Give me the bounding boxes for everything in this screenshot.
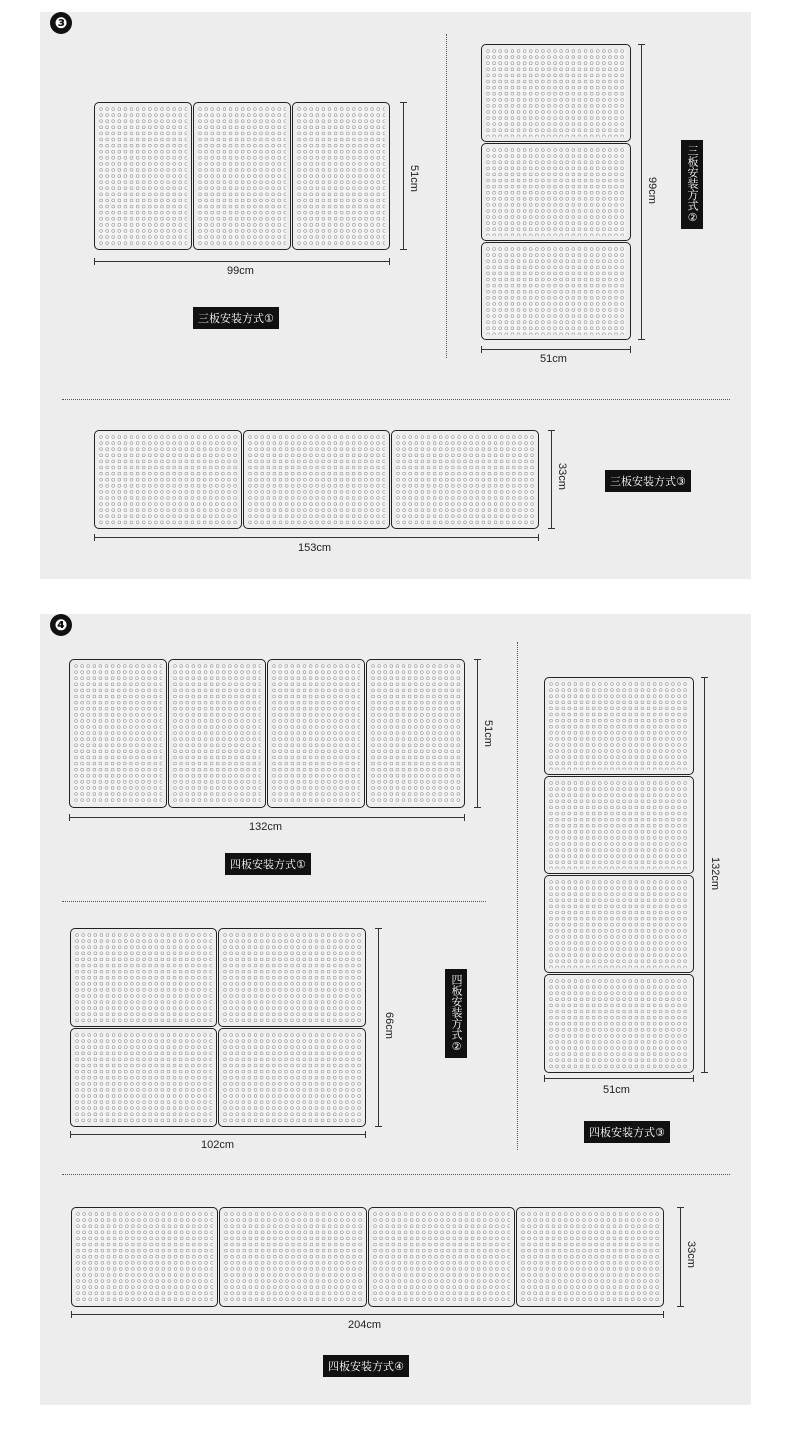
width-dimension-label: 51cm	[603, 1084, 630, 1096]
divider	[62, 1174, 730, 1175]
pegboard-panel	[481, 44, 631, 142]
pegboard-panel	[544, 974, 694, 1073]
pegboard-panel	[218, 1028, 366, 1127]
pegboard-panel	[516, 1207, 664, 1307]
divider	[62, 901, 486, 902]
layout-label: 四板安装方式②	[445, 969, 467, 1058]
pegboard-panel	[71, 1207, 218, 1307]
width-dimension-label: 102cm	[201, 1139, 235, 1151]
pegboard-panel	[94, 102, 192, 250]
section-number-badge: ❹	[50, 614, 72, 636]
section-number-badge: ❸	[50, 12, 72, 34]
pegboard-panel	[70, 1028, 217, 1127]
pegboard-panel	[168, 659, 266, 808]
height-dimension-line	[641, 44, 642, 340]
section-four-panel	[40, 614, 751, 1405]
width-dimension-line	[69, 817, 465, 818]
pegboard-panel	[481, 242, 631, 340]
pegboard-panel	[243, 430, 390, 529]
pegboard-panel	[219, 1207, 367, 1307]
width-dimension-line	[71, 1314, 664, 1315]
divider	[446, 34, 447, 358]
height-dimension-label: 66cm	[383, 1012, 395, 1039]
height-dimension-line	[477, 659, 478, 808]
section-three-panel	[40, 12, 751, 579]
layout-label: 四板安装方式③	[584, 1121, 670, 1143]
layout-label: 四板安装方式①	[225, 853, 311, 875]
width-dimension-line	[544, 1078, 694, 1079]
width-dimension-label: 51cm	[540, 353, 567, 365]
height-dimension-label: 51cm	[408, 165, 420, 192]
width-dimension-label: 99cm	[227, 265, 254, 277]
pegboard-panel	[94, 430, 242, 529]
height-dimension-line	[378, 928, 379, 1127]
width-dimension-line	[94, 537, 539, 538]
pegboard-panel	[544, 875, 694, 973]
width-dimension-label: 132cm	[249, 821, 283, 833]
height-dimension-line	[680, 1207, 681, 1307]
height-dimension-label: 99cm	[646, 177, 658, 204]
layout-label: 四板安装方式④	[323, 1355, 409, 1377]
height-dimension-label: 33cm	[685, 1241, 697, 1268]
layout-label: 三板安装方式①	[193, 307, 279, 329]
height-dimension-line	[551, 430, 552, 529]
pegboard-panel	[69, 659, 167, 808]
pegboard-panel	[481, 143, 631, 241]
pegboard-panel	[544, 776, 694, 874]
pegboard-panel	[391, 430, 539, 529]
pegboard-panel	[366, 659, 465, 808]
layout-label: 三板安装方式③	[605, 470, 691, 492]
width-dimension-line	[481, 349, 631, 350]
pegboard-panel	[544, 677, 694, 775]
divider	[517, 642, 518, 1150]
pegboard-panel	[267, 659, 365, 808]
pegboard-panel	[368, 1207, 515, 1307]
pegboard-panel	[193, 102, 291, 250]
height-dimension-label: 33cm	[556, 463, 568, 490]
divider	[62, 399, 730, 400]
pegboard-panel	[218, 928, 366, 1027]
pegboard-panel	[292, 102, 390, 250]
height-dimension-line	[403, 102, 404, 250]
pegboard-panel	[70, 928, 217, 1027]
layout-label: 三板安装方式②	[681, 140, 703, 229]
width-dimension-line	[70, 1134, 366, 1135]
height-dimension-label: 132cm	[709, 857, 721, 891]
height-dimension-line	[704, 677, 705, 1073]
height-dimension-label: 51cm	[482, 720, 494, 747]
width-dimension-label: 153cm	[298, 542, 332, 554]
width-dimension-label: 204cm	[348, 1319, 382, 1331]
width-dimension-line	[94, 261, 390, 262]
